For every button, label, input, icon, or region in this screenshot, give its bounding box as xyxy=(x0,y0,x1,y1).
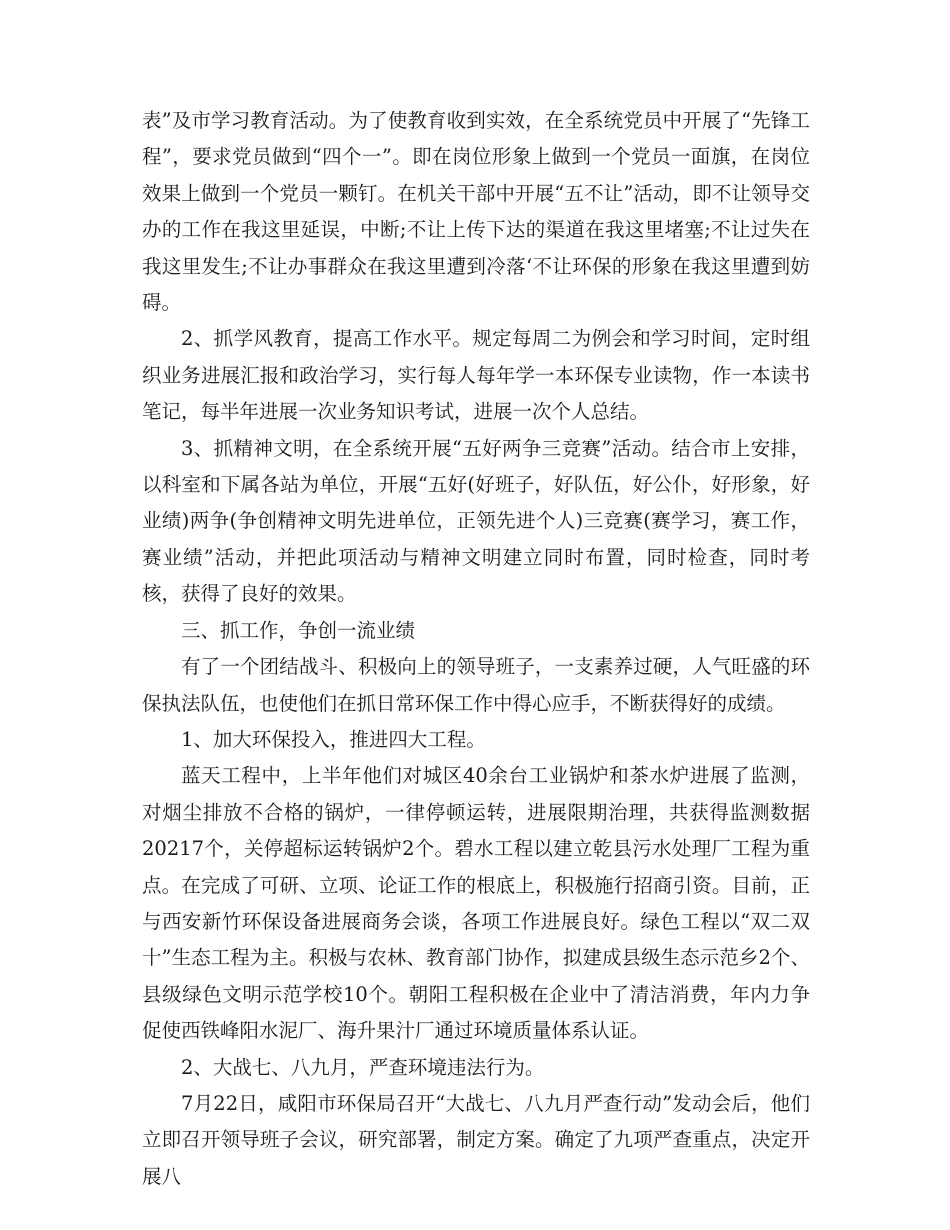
paragraph: 表”及市学习教育活动。为了使教育收到实效，在全系统党员中开展了“先锋工程”，要求党员做到“四个一”。即在岗位形象上做到一个党员一面旗，在岗位效果上做到一个党员一颗钉。在机关干部中开展“五不让”活动，即不让领导交办的工作在我这里延误，中断;不让上传下达的渠道在我这里堵塞;不让过失在我这里发生;不让办事群众在我这里遭到冷落‘不让环保的形象在我这里遭到妨碍。 xyxy=(142,109,810,315)
paragraph: 2、抓学风教育，提高工作水平。规定每周二为例会和学习时间，定时组织业务进展汇报和政治学习，实行每人每年学一本环保专业读物，作一本读书笔记，每半年进展一次业务知识考试，进展一次个人总结。 xyxy=(142,327,810,424)
document-page xyxy=(142,103,810,1195)
subsection-heading: 1、加大环保投入，推进四大工程。 xyxy=(181,727,486,751)
paragraph: 有了一个团结战斗、积极向上的领导班子，一支素养过硬，人气旺盛的环保执法队伍，也使他们在抓日常环保工作中得心应手，不断获得好的成绩。 xyxy=(142,655,810,715)
section-heading: 三、抓工作，争创一流业绩 xyxy=(181,618,416,642)
paragraph: 7月22日，咸阳市环保局召开“大战七、八九月严查行动”发动会后，他们立即召开领导班子会议，研究部署，制定方案。确定了九项严查重点，决定开展八 xyxy=(142,1091,810,1188)
paragraph: 3、抓精神文明，在全系统开展“五好两争三竞赛”活动。结合市上安排，以科室和下属各站为单位，开展“五好(好班子，好队伍，好公仆，好形象，好业绩)两争(争创精神文明先进单位，正领先进个人)三竞赛(赛学习，赛工作，赛业绩”活动，并把此项活动与精神文明建立同时布置，同时检查，同时考核，获得了良好的效果。 xyxy=(142,436,810,606)
paragraph: 蓝天工程中，上半年他们对城区40余台工业锅炉和茶水炉进展了监测，对烟尘排放不合格的锅炉，一律停顿运转，进展限期治理，共获得监测数据20217个，关停超标运转锅炉2个。碧水工程以建立乾县污水处理厂工程为重点。在完成了可研、立项、论证工作的根底上，积极施行招商引资。目前，正与西安新竹环保设备进展商务会谈，各项工作进展良好。绿色工程以“双二双十”生态工程为主。积极与农林、教育部门协作，拟建成县级生态示范乡2个、县级绿色文明示范学校10个。朝阳工程积极在企业中了清洁消费，年内力争促使西铁峰阳水泥厂、海升果汁厂通过环境质量体系认证。 xyxy=(142,764,810,1043)
subsection-heading: 2、大战七、八九月，严查环境违法行为。 xyxy=(181,1055,545,1079)
